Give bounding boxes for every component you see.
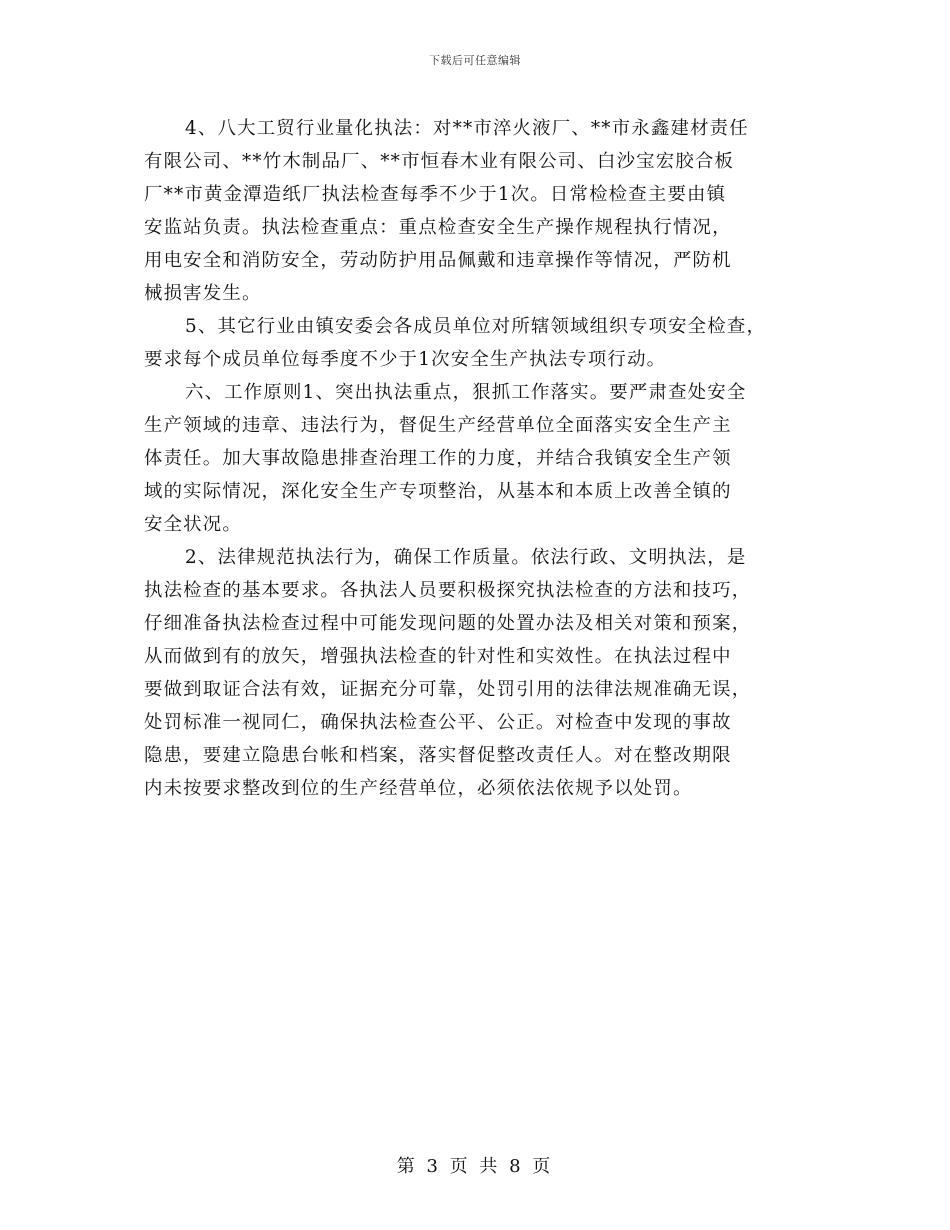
- paragraph-work-principles: [144, 376, 820, 541]
- text-line: 2、法律规范执法行为，确保工作质量。依法行政、文明执法，是: [185, 547, 747, 568]
- text-line: 有限公司、**竹木制品厂、**市恒春木业有限公司、白沙宝宏胶合板: [144, 151, 735, 172]
- text-line: 5、其它行业由镇安委会各成员单位对所辖领域组织专项安全检查，: [185, 316, 767, 337]
- paragraph-principle-2: [144, 541, 820, 805]
- text-line: 从而做到有的放矢，增强执法检查的针对性和实效性。在执法过程中: [144, 646, 732, 667]
- text-line: 六、工作原则1、突出执法重点，狠抓工作落实。要严肃查处安全: [185, 382, 747, 403]
- text-line: 生产领域的违章、违法行为，督促生产经营单位全面落实安全生产主: [144, 415, 732, 436]
- text-line: 域的实际情况，深化安全生产专项整治，从基本和本质上改善全镇的: [144, 481, 732, 502]
- text-line: 仔细准备执法检查过程中可能发现问题的处置办法及相关对策和预案，: [144, 613, 752, 634]
- text-line: 执法检查的基本要求。各执法人员要积极探究执法检查的方法和技巧，: [144, 580, 752, 601]
- text-line: 4、八大工贸行业量化执法：对**市淬火液厂、**市永鑫建材责任: [185, 118, 749, 139]
- page-header-note: 下载后可任意编辑: [429, 54, 521, 67]
- text-line: 安监站负责。执法检查重点：重点检查安全生产操作规程执行情况，: [144, 217, 732, 238]
- paragraph-item-5: [144, 310, 820, 376]
- document-body: [144, 112, 820, 805]
- page-number: 第 3 页 共 8 页: [396, 1156, 554, 1177]
- paragraph-item-4: [144, 112, 820, 310]
- text-line: 要做到取证合法有效，证据充分可靠，处罚引用的法律法规准确无误，: [144, 679, 752, 700]
- text-line: 要求每个成员单位每季度不少于1次安全生产执法专项行动。: [144, 349, 667, 370]
- text-line: 安全状况。: [144, 514, 242, 535]
- text-line: 用电安全和消防安全，劳动防护用品佩戴和违章操作等情况，严防机: [144, 250, 732, 271]
- text-line: 厂**市黄金潭造纸厂执法检查每季不少于1次。日常检检查主要由镇: [144, 184, 727, 205]
- text-line: 处罚标准一视同仁，确保执法检查公平、公正。对检查中发现的事故: [144, 712, 732, 733]
- text-line: 体责任。加大事故隐患排查治理工作的力度，并结合我镇安全生产领: [144, 448, 732, 469]
- text-line: 械损害发生。: [144, 283, 262, 304]
- text-line: 内未按要求整改到位的生产经营单位，必须依法依规予以处罚。: [144, 778, 693, 799]
- text-line: 隐患，要建立隐患台帐和档案，落实督促整改责任人。对在整改期限: [144, 745, 732, 766]
